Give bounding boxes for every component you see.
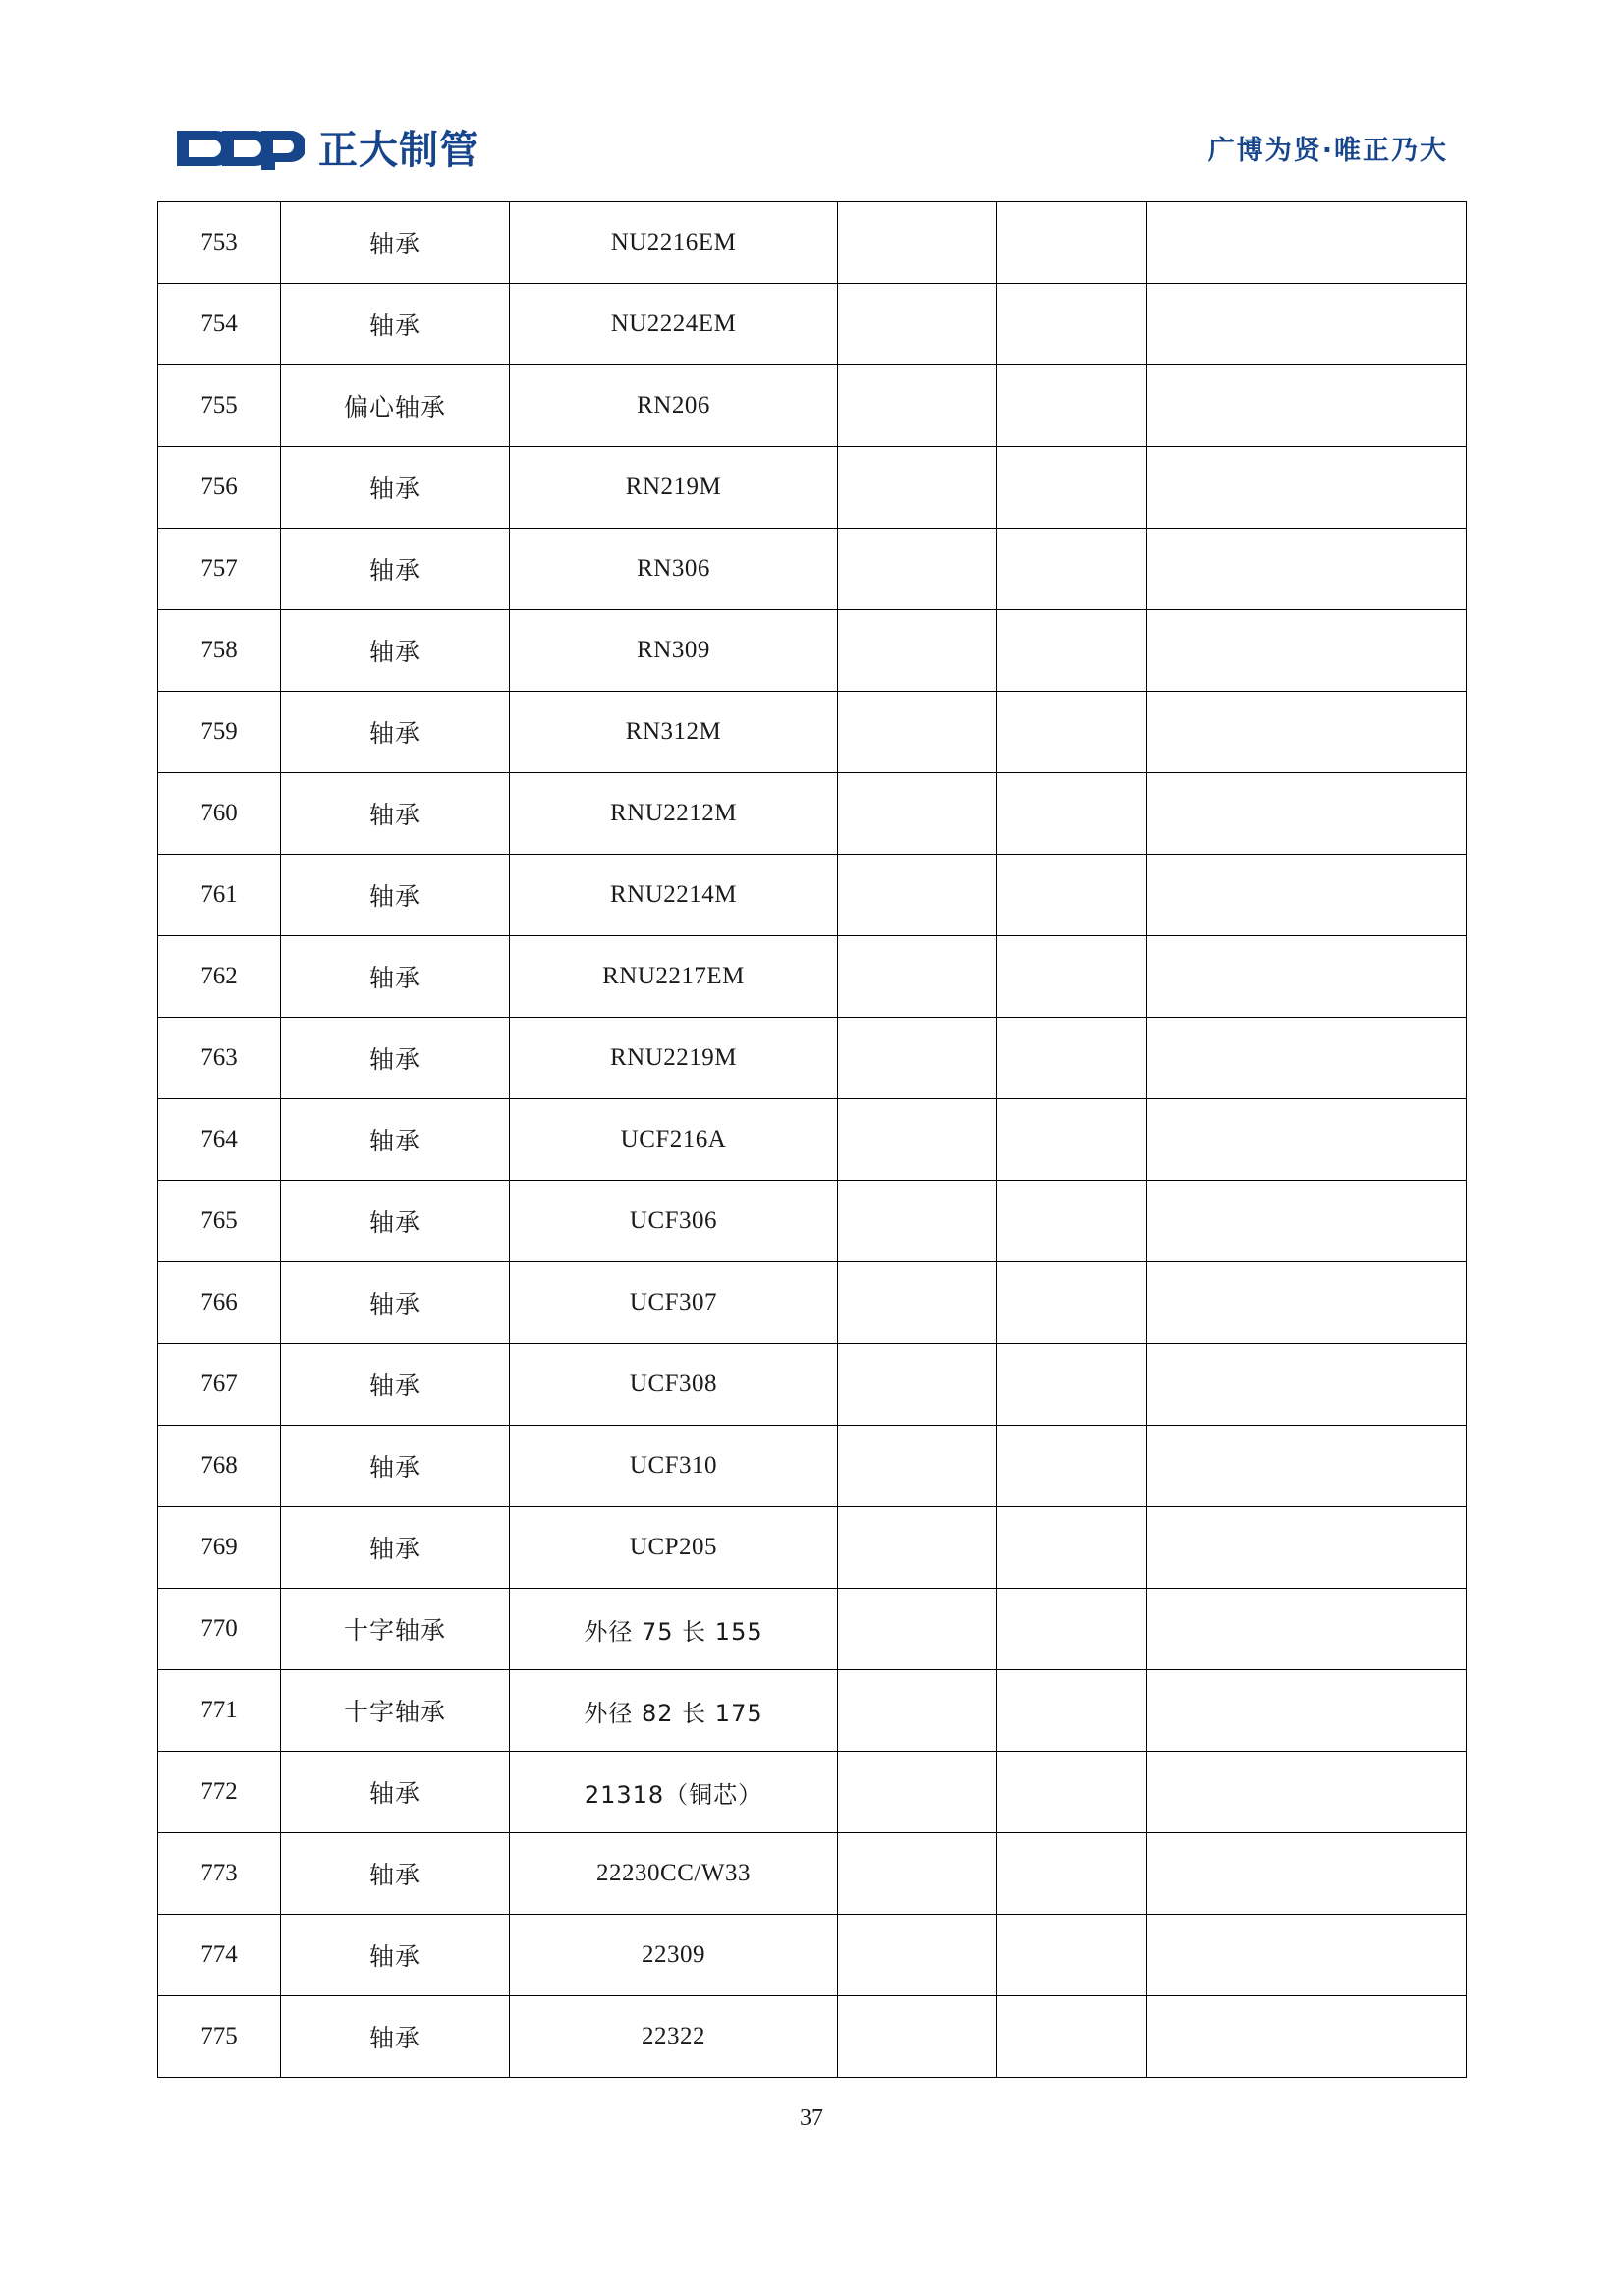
cell-specification: UCF308 [510, 1344, 838, 1426]
table-row [158, 365, 1467, 447]
cell-d-blank [838, 202, 997, 284]
cell-part-name: 轴承 [281, 1262, 510, 1344]
cell-index: 755 [158, 365, 281, 447]
cell-f-blank [1147, 1589, 1467, 1670]
cell-f-blank [1147, 1915, 1467, 1996]
cell-part-name: 十字轴承 [281, 1589, 510, 1670]
cell-e-blank [997, 1996, 1147, 2078]
table-row [158, 692, 1467, 773]
cell-d-blank [838, 1099, 997, 1181]
cell-d-blank [838, 365, 997, 447]
cell-e-blank [997, 692, 1147, 773]
table-row [158, 529, 1467, 610]
cell-part-name: 轴承 [281, 284, 510, 365]
cell-specification: NU2224EM [510, 284, 838, 365]
cell-specification: RN206 [510, 365, 838, 447]
cell-part-name: 轴承 [281, 773, 510, 855]
cell-e-blank [997, 202, 1147, 284]
cell-e-blank [997, 447, 1147, 529]
cell-index: 769 [158, 1507, 281, 1589]
cell-e-blank [997, 1752, 1147, 1833]
table-row [158, 447, 1467, 529]
cell-e-blank [997, 1344, 1147, 1426]
cell-f-blank [1147, 610, 1467, 692]
cell-specification: RNU2219M [510, 1018, 838, 1099]
cell-specification: UCF306 [510, 1181, 838, 1262]
cell-d-blank [838, 1181, 997, 1262]
table-row [158, 1181, 1467, 1262]
cell-index: 757 [158, 529, 281, 610]
cell-index: 766 [158, 1262, 281, 1344]
table-row [158, 773, 1467, 855]
table-row [158, 1996, 1467, 2078]
table-row [158, 1018, 1467, 1099]
page-number: 37 [800, 2105, 823, 2131]
cell-part-name: 轴承 [281, 1018, 510, 1099]
cell-index: 771 [158, 1670, 281, 1752]
cell-e-blank [997, 610, 1147, 692]
cell-part-name: 轴承 [281, 202, 510, 284]
table-row [158, 1344, 1467, 1426]
cell-e-blank [997, 773, 1147, 855]
table-row [158, 855, 1467, 936]
cell-index: 753 [158, 202, 281, 284]
table-row [158, 1099, 1467, 1181]
cell-index: 765 [158, 1181, 281, 1262]
cell-part-name: 轴承 [281, 936, 510, 1018]
cell-part-name: 轴承 [281, 1099, 510, 1181]
cell-f-blank [1147, 1507, 1467, 1589]
cell-specification: RN219M [510, 447, 838, 529]
table-row [158, 1589, 1467, 1670]
cell-part-name: 十字轴承 [281, 1670, 510, 1752]
cell-e-blank [997, 855, 1147, 936]
cell-specification: 外径 75 长 155 [510, 1589, 838, 1670]
table-row [158, 202, 1467, 284]
cell-index: 762 [158, 936, 281, 1018]
cell-specification: UCF307 [510, 1262, 838, 1344]
cell-index: 759 [158, 692, 281, 773]
cell-f-blank [1147, 284, 1467, 365]
cell-part-name: 轴承 [281, 855, 510, 936]
cell-part-name: 轴承 [281, 1752, 510, 1833]
table-row [158, 610, 1467, 692]
cell-f-blank [1147, 1996, 1467, 2078]
cell-specification: RNU2217EM [510, 936, 838, 1018]
cell-e-blank [997, 1589, 1147, 1670]
cell-d-blank [838, 1589, 997, 1670]
cell-index: 761 [158, 855, 281, 936]
cell-d-blank [838, 1915, 997, 1996]
cell-d-blank [838, 1752, 997, 1833]
cell-d-blank [838, 1507, 997, 1589]
cell-index: 768 [158, 1426, 281, 1507]
cell-specification: RNU2212M [510, 773, 838, 855]
cell-d-blank [838, 1018, 997, 1099]
cell-index: 758 [158, 610, 281, 692]
cell-f-blank [1147, 692, 1467, 773]
cell-index: 772 [158, 1752, 281, 1833]
cell-f-blank [1147, 855, 1467, 936]
table-row [158, 1752, 1467, 1833]
cell-index: 760 [158, 773, 281, 855]
company-logo [175, 127, 479, 175]
zdp-logo-icon [175, 127, 305, 175]
cell-index: 754 [158, 284, 281, 365]
cell-part-name: 轴承 [281, 1833, 510, 1915]
cell-index: 756 [158, 447, 281, 529]
cell-d-blank [838, 1344, 997, 1426]
cell-d-blank [838, 773, 997, 855]
table-row [158, 284, 1467, 365]
cell-d-blank [838, 447, 997, 529]
cell-specification: UCF216A [510, 1099, 838, 1181]
cell-f-blank [1147, 1018, 1467, 1099]
cell-index: 773 [158, 1833, 281, 1915]
table-row [158, 1426, 1467, 1507]
page-footer [0, 2105, 1623, 2132]
cell-specification: RN312M [510, 692, 838, 773]
cell-index: 775 [158, 1996, 281, 2078]
cell-e-blank [997, 529, 1147, 610]
cell-e-blank [997, 1915, 1147, 1996]
cell-f-blank [1147, 1344, 1467, 1426]
cell-specification: 22322 [510, 1996, 838, 2078]
cell-specification: NU2216EM [510, 202, 838, 284]
cell-e-blank [997, 1507, 1147, 1589]
cell-specification: UCF310 [510, 1426, 838, 1507]
cell-d-blank [838, 1670, 997, 1752]
cell-f-blank [1147, 365, 1467, 447]
cell-e-blank [997, 936, 1147, 1018]
cell-f-blank [1147, 1426, 1467, 1507]
cell-part-name: 轴承 [281, 1915, 510, 1996]
cell-e-blank [997, 1262, 1147, 1344]
cell-index: 764 [158, 1099, 281, 1181]
page-header [175, 116, 1448, 185]
cell-f-blank [1147, 1099, 1467, 1181]
cell-d-blank [838, 1426, 997, 1507]
cell-d-blank [838, 610, 997, 692]
cell-f-blank [1147, 1262, 1467, 1344]
cell-d-blank [838, 692, 997, 773]
cell-specification: 22309 [510, 1915, 838, 1996]
table-row [158, 1507, 1467, 1589]
cell-index: 767 [158, 1344, 281, 1426]
cell-e-blank [997, 1099, 1147, 1181]
cell-index: 774 [158, 1915, 281, 1996]
cell-index: 770 [158, 1589, 281, 1670]
cell-specification: 22230CC/W33 [510, 1833, 838, 1915]
cell-d-blank [838, 284, 997, 365]
cell-f-blank [1147, 1670, 1467, 1752]
cell-specification: RN306 [510, 529, 838, 610]
cell-d-blank [838, 1996, 997, 2078]
cell-e-blank [997, 365, 1147, 447]
cell-f-blank [1147, 1833, 1467, 1915]
cell-part-name: 轴承 [281, 1426, 510, 1507]
parts-table-body [158, 202, 1467, 2078]
cell-f-blank [1147, 202, 1467, 284]
cell-specification: UCP205 [510, 1507, 838, 1589]
cell-e-blank [997, 1181, 1147, 1262]
cell-e-blank [997, 284, 1147, 365]
table-row [158, 1915, 1467, 1996]
cell-e-blank [997, 1833, 1147, 1915]
cell-f-blank [1147, 936, 1467, 1018]
cell-f-blank [1147, 1752, 1467, 1833]
table-row [158, 1833, 1467, 1915]
cell-part-name: 轴承 [281, 447, 510, 529]
parts-table-container [157, 201, 1466, 2078]
cell-f-blank [1147, 529, 1467, 610]
cell-part-name: 轴承 [281, 1507, 510, 1589]
cell-part-name: 轴承 [281, 1996, 510, 2078]
cell-d-blank [838, 1833, 997, 1915]
cell-part-name: 轴承 [281, 692, 510, 773]
cell-index: 763 [158, 1018, 281, 1099]
company-name: 正大制管 [318, 128, 479, 173]
cell-f-blank [1147, 447, 1467, 529]
table-row [158, 936, 1467, 1018]
cell-d-blank [838, 529, 997, 610]
cell-specification: RN309 [510, 610, 838, 692]
cell-part-name: 轴承 [281, 610, 510, 692]
cell-specification: RNU2214M [510, 855, 838, 936]
cell-d-blank [838, 1262, 997, 1344]
cell-part-name: 轴承 [281, 529, 510, 610]
cell-e-blank [997, 1670, 1147, 1752]
cell-f-blank [1147, 1181, 1467, 1262]
table-row [158, 1262, 1467, 1344]
cell-part-name: 轴承 [281, 1181, 510, 1262]
company-slogan: 广博为贤·唯正乃大 [1207, 135, 1448, 166]
cell-part-name: 偏心轴承 [281, 365, 510, 447]
cell-d-blank [838, 936, 997, 1018]
cell-f-blank [1147, 773, 1467, 855]
cell-part-name: 轴承 [281, 1344, 510, 1426]
cell-e-blank [997, 1018, 1147, 1099]
cell-specification: 21318（铜芯） [510, 1752, 838, 1833]
cell-e-blank [997, 1426, 1147, 1507]
cell-specification: 外径 82 长 175 [510, 1670, 838, 1752]
cell-d-blank [838, 855, 997, 936]
table-row [158, 1670, 1467, 1752]
parts-table [157, 201, 1467, 2078]
